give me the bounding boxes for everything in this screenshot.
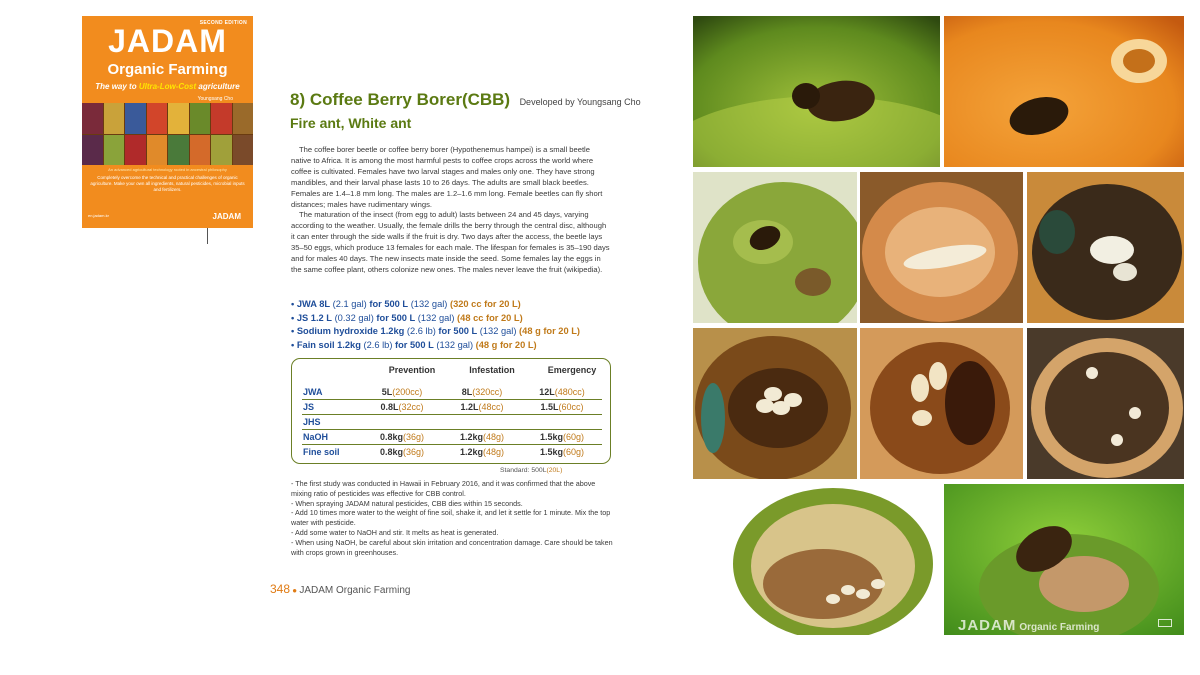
page-number: 348 [270,582,291,596]
table-cell: 8L(320cc) [461,387,503,397]
cover-brand-large: JADAM [108,23,227,59]
cover-pointer-line [207,228,208,244]
dosage-table [291,358,611,464]
recipe-item: • JWA 8L (2.1 gal) for 500 L (132 gal) (320 cc for 20 L) [291,299,521,309]
table-cell: 1.2L(48cc) [460,402,504,412]
body-text [291,145,611,276]
cover-edition: SECOND EDITION [199,20,247,26]
photo-pupa-in-seed [1027,172,1184,323]
note-item: - Add 10 times more water to the weight of fine soil, shake it, and let it settle for 1 minute. Mix the top water with pesticide. [291,508,611,528]
photo-beetle-entering-berry [693,172,857,323]
table-row [302,430,602,445]
note-item: - When using NaOH, be careful about skin irritation and concentration damage. Care should be taken with crops grown in greenhouses. [291,537,613,557]
table-header-infestation: Infestation [469,365,515,375]
photo-beetle-boring-berry [944,484,1184,635]
body-paragraph: The maturation of the insect (from egg to adult) lasts between 24 and 45 days, varying according to the weather. Usually, the female drills the berry through the central disc, although it can enter through the side walls if the fruit is dry. Two days after the access, the beetle lays 35–50 eggs, which produce 13 females for each male. The lifespan for females is 35–190 days and for males 40 days. The new insects mate inside the seed. Some females lay the eggs in the same coffee plant, others colonize new ones. The males never leave the fruit (wikipedia). [291,210,610,274]
table-cell: 0.8L(32cc) [380,402,424,412]
table-cell: 1.2kg(48g) [459,432,505,442]
cover-brand-small: JADAM [212,212,241,221]
developer-credit: Developed by Youngsang Cho [519,97,641,107]
row-label: JS [303,402,315,412]
section-title: 8) Coffee Berry Borer(CBB) [290,90,511,109]
table-cell: 1.5kg(60g) [539,447,585,457]
photo-beetle-on-green-berry [693,16,940,167]
table-cell: 0.8kg(36g) [379,432,425,442]
table-cell: 5L(200cc) [381,387,423,397]
cover-title: Organic Farming [107,61,228,78]
watermark: JADAM Organic Farming [958,617,1100,634]
note-item: - The first study was conducted in Hawaii in February 2016, and it was confirmed that the above mixing ratio of pesticides was effective for CBB control. [291,479,596,498]
table-row [302,415,602,430]
photo-eggs-in-berry [693,328,857,479]
table-standard-note: Standard: 500L(20L) [500,467,563,474]
cover-description: Completely overcome the technical and practical challenges of organic agriculture. Make your own all ingredients, natural pesticides, microbial inputs and fertilizers. [90,175,245,192]
cover-tagline: An advanced agricultural technology rooted in ancestral philosophy [108,167,227,172]
table-cell: 12L(480cc) [539,387,585,397]
table-cell: 0.8kg(36g) [379,447,425,457]
table-row [302,445,602,460]
row-label: NaOH [303,432,329,442]
table-cell: 1.5L(60cc) [540,402,584,412]
watermark-box-icon [1158,619,1172,627]
section-subtitle: Fire ant, White ant [290,115,412,131]
footer-bullet: ● [290,586,300,595]
book-cover [82,16,253,228]
notes-list [291,479,616,557]
section-heading [290,90,641,110]
recipe-item: • Fain soil 1.2kg (2.6 lb) for 500 L (132 gal) (48 g for 20 L) [291,339,537,350]
table-row [302,385,602,400]
table-header-prevention: Prevention [388,365,436,375]
body-paragraph: The coffee borer beetle or coffee berry borer (Hypothenemus hampei) is a small beetle native to Africa. It is among the most harmful pests to coffee crops across the world where coffee is cultivated. Females have two larval stages and males only one. They have strong mandibles, and their larval phase lasts 10 to 26 days. The adults are small black beetles. Females are 1.4–1.8 mm long. The males are 1.2–1.6 mm long. Female beetles can fly short distances; males have rudimentary wings. [291,145,603,209]
table-cell: 1.2kg(48g) [459,447,505,457]
row-label: JHS [303,417,321,427]
photo-beetle-on-orange-pulp [944,16,1184,167]
cover-produce-photos [82,103,253,165]
table-header-emergency: Emergency [547,365,597,375]
recipe-list [291,298,621,352]
photo-larva-in-seed [860,172,1023,323]
note-item: - Add some water to NaOH and stir. It melts as heat is generated. [291,527,499,537]
cover-subtitle: The way to Ultra-Low-Cost agriculture [95,82,240,91]
photo-larvae-tunnels [860,328,1023,479]
footer-title: JADAM Organic Farming [299,585,411,596]
recipe-item: • JS 1.2 L (0.32 gal) for 500 L (132 gal) (48 cc for 20 L) [291,312,523,323]
page-footer [270,580,410,598]
cover-website: en.jadam.kr [88,213,109,218]
table-cell: 1.5kg(60g) [539,432,585,442]
row-label: JWA [303,387,323,397]
cover-author: Youngsang Cho [197,96,233,102]
note-item: - When spraying JADAM natural pesticides, CBB dies within 15 seconds. [291,498,523,508]
photo-damaged-seed [1027,328,1184,479]
row-label: Fine soil [303,447,340,457]
photo-cut-berry-with-larvae [693,484,940,635]
table-row [302,400,602,415]
recipe-item: • Sodium hydroxide 1.2kg (2.6 lb) for 500 L (132 gal) (48 g for 20 L) [291,326,581,337]
